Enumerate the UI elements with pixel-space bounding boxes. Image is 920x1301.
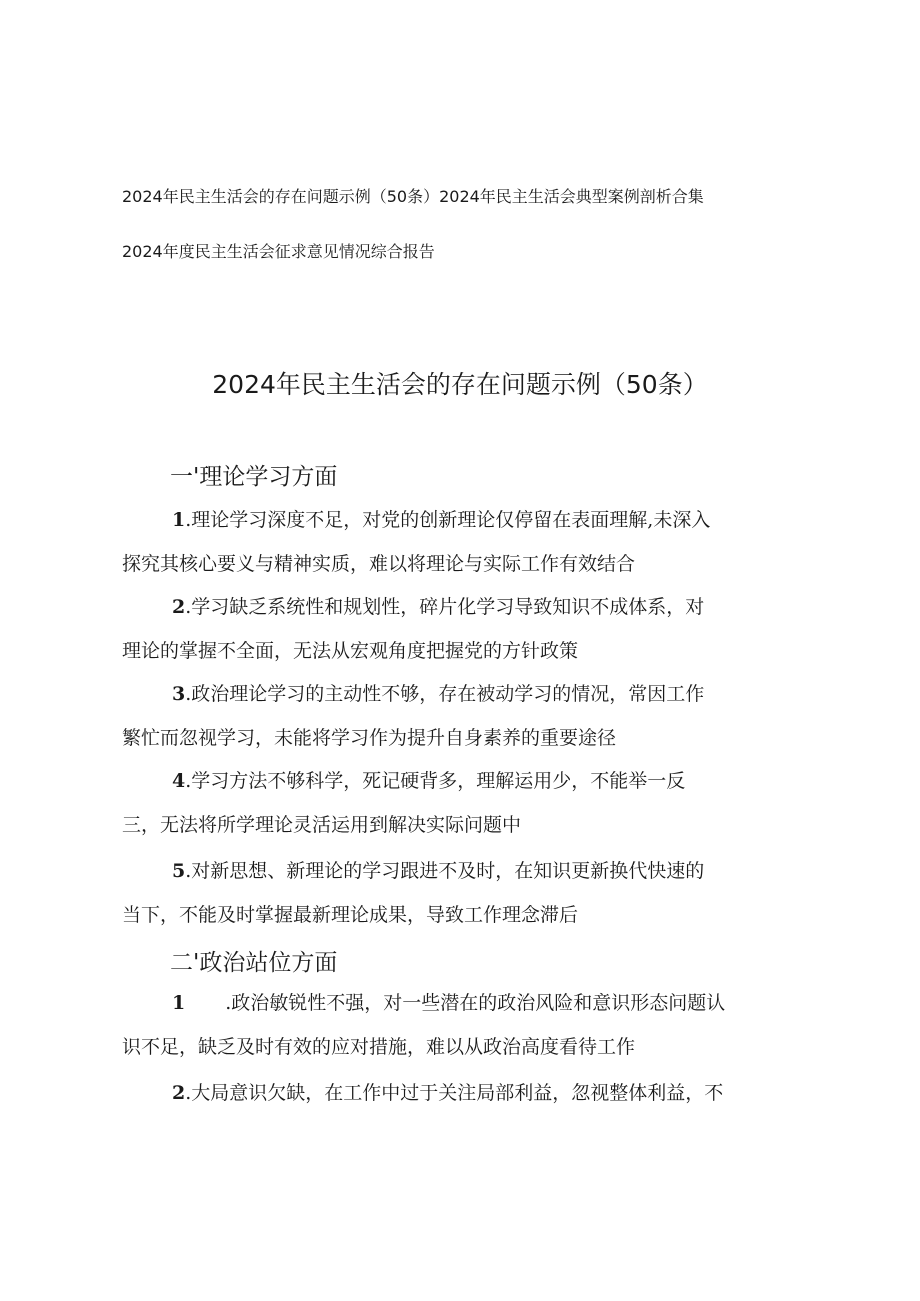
item-number: 2 <box>172 596 186 618</box>
page-title: 2024年民主生活会的存在问题示例（50条） <box>212 370 708 399</box>
item-text-line1: .理论学习深度不足，对党的创新理论仅停留在表面理解,未深入 <box>185 509 711 531</box>
list-item <box>122 849 822 937</box>
list-item <box>122 585 822 673</box>
item-text-line1: .学习缺乏系统性和规划性，碎片化学习导致知识不成体系，对 <box>185 596 705 618</box>
item-text-line1: .大局意识欠缺，在工作中过于关注局部利益，忽视整体利益，不 <box>185 1082 724 1104</box>
item-number: 1 <box>172 992 186 1014</box>
section-heading-politics: 二'政治站位方面 <box>170 950 338 976</box>
item-text-line1: .政治理论学习的主动性不够，存在被动学习的情况，常因工作 <box>185 683 705 705</box>
item-text-line2: 探究其核心要义与精神实质，难以将理论与实际工作有效结合 <box>122 553 636 575</box>
item-number: 2 <box>172 1082 186 1104</box>
item-text-line2: 三，无法将所学理论灵活运用到解决实际问题中 <box>122 814 522 836</box>
list-item <box>122 981 822 1069</box>
item-number: 4 <box>172 770 186 792</box>
list-item <box>122 672 822 760</box>
item-text-line2: 繁忙而忽视学习，未能将学习作为提升自身素养的重要途径 <box>122 727 617 749</box>
list-item <box>122 759 822 847</box>
item-text-line2: 当下，不能及时掌握最新理论成果，导致工作理念滞后 <box>122 904 579 926</box>
item-text-line1: .学习方法不够科学，死记硬背多，理解运用少，不能举一反 <box>185 770 686 792</box>
list-item <box>122 1071 822 1115</box>
item-number: 1 <box>172 509 186 531</box>
item-text-line2: 理论的掌握不全面，无法从宏观角度把握党的方针政策 <box>122 640 579 662</box>
toc-line-2: 2024年度民主生活会征求意见情况综合报告 <box>122 242 435 261</box>
section-heading-theory: 一'理论学习方面 <box>170 464 338 490</box>
item-text-line2: 识不足，缺乏及时有效的应对措施，难以从政治高度看待工作 <box>122 1036 636 1058</box>
item-number: 3 <box>172 683 186 705</box>
list-item <box>122 498 822 586</box>
item-number: 5 <box>172 860 186 882</box>
item-text-line1: .对新思想、新理论的学习跟进不及时，在知识更新换代快速的 <box>185 860 705 882</box>
toc-line-1: 2024年民主生活会的存在问题示例（50条）2024年民主生活会典型案例剖析合集 <box>122 187 704 206</box>
item-text-line1: .政治敏锐性不强，对一些潜在的政治风险和意识形态问题认 <box>225 992 726 1014</box>
